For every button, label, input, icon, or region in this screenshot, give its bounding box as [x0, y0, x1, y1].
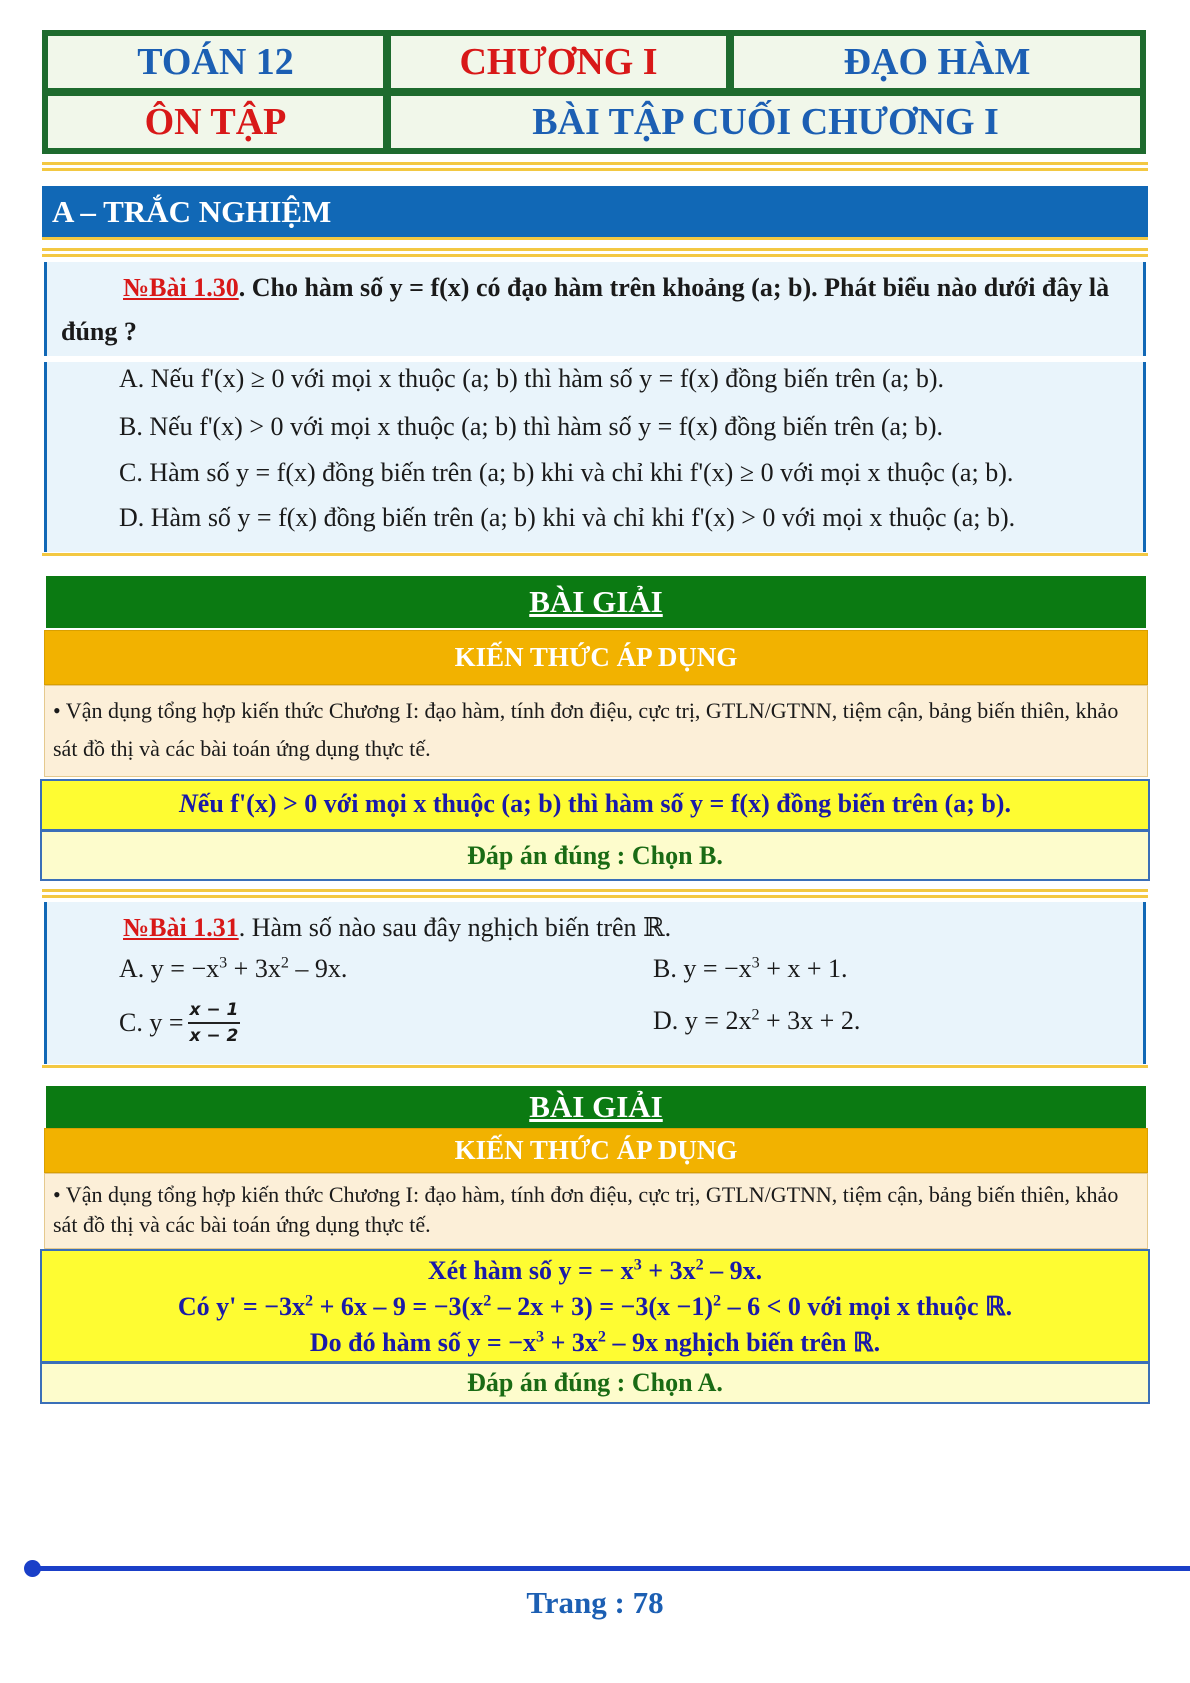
question-prompt: Cho hàm số y = f(x) có đạo hàm trên khoảng (a; b). Phát biểu nào dưới đây là đúng ? — [61, 273, 1110, 346]
option-a: A. $y = -x^3 + 3x^2 - 9x$. — [119, 954, 348, 983]
question-title: №Bài 1.31. Hàm số nào sau đây nghịch biến trên ℝ. — [123, 913, 672, 942]
solution-text: Nếu f'(x) > 0 với mọi x thuộc (a; b) thì hàm số y = f(x) đồng biến trên (a; b). — [40, 779, 1150, 831]
gold-divider — [42, 1065, 1148, 1071]
question-number: №Bài 1.31 — [123, 913, 239, 942]
section-title: A – TRẮC NGHIỆM — [42, 186, 1148, 240]
lesson-cell: BÀI TẬP CUỐI CHƯƠNG I — [389, 94, 1142, 150]
gold-divider — [42, 553, 1148, 559]
option-b: B. Nếu f'(x) > 0 với mọi x thuộc (a; b) thì hàm số y = f(x) đồng biến trên (a; b). — [119, 412, 943, 441]
question-box — [44, 262, 1146, 356]
solution-line: Xét hàm số y = − $x^3 + 3x^2 - 9x$. — [427, 1256, 763, 1285]
solution-title: BÀI GIẢI — [46, 1086, 1146, 1128]
fraction: $\frac{x - 1}{x - 2}$ — [189, 1000, 239, 1046]
knowledge-title: KIẾN THỨC ÁP DỤNG — [44, 630, 1148, 685]
gold-divider — [42, 162, 1148, 171]
option-a: A. Nếu f'(x) ≥ 0 với mọi x thuộc (a; b) thì hàm số y = f(x) đồng biến trên (a; b). — [119, 364, 945, 393]
chapter-cell: CHƯƠNG I — [389, 34, 728, 90]
subject-cell: TOÁN 12 — [46, 34, 385, 90]
topic-cell: ĐẠO HÀM — [732, 34, 1142, 90]
knowledge-title: KIẾN THỨC ÁP DỤNG — [44, 1128, 1148, 1173]
question-prompt: Hàm số nào sau đây nghịch biến trên ℝ. — [251, 913, 672, 942]
solution-text — [40, 1249, 1150, 1363]
option-c: C. y = $\frac{x - 1}{x - 2}$ — [119, 1000, 239, 1046]
option-b: B. $y = -x^3 + x + 1$. — [653, 954, 848, 983]
page-number: Trang : 78 — [526, 1585, 664, 1620]
footer-line — [30, 1566, 1190, 1571]
gold-divider — [42, 889, 1148, 898]
answer-box: Đáp án đúng : Chọn B. — [40, 830, 1150, 881]
knowledge-text: • Vận dụng tổng hợp kiến thức Chương I: đạo hàm, tính đơn điệu, cực trị, GTLN/GTNN, tiệm cận, bảng biến thiên, khảo sát đồ thị và các bài toán ứng dụng thực tế. — [44, 685, 1148, 777]
solution-title: BÀI GIẢI — [46, 576, 1146, 628]
option-c: C. Hàm số y = f(x) đồng biến trên (a; b) khi và chỉ khi f'(x) ≥ 0 với mọi x thuộc (a; b). — [119, 458, 1014, 487]
question-title: №Bài 1.30. Cho hàm số y = f(x) có đạo hàm trên khoảng (a; b). Phát biểu nào dưới đây là đúng ? — [61, 273, 1110, 346]
header-table — [42, 30, 1146, 154]
gold-divider — [42, 248, 1148, 257]
question-box — [44, 902, 1146, 1064]
option-d: D. Hàm số y = f(x) đồng biến trên (a; b) khi và chỉ khi f'(x) > 0 với mọi x thuộc (a; b). — [119, 503, 1016, 532]
solution-line: Có $y' = -3x^2 + 6x - 9 = -3(x^2 - 2x + 3) = -3(x -1)^2 - 6 < 0$ với mọi x thuộc ℝ. — [177, 1292, 1013, 1321]
knowledge-text: • Vận dụng tổng hợp kiến thức Chương I: đạo hàm, tính đơn điệu, cực trị, GTLN/GTNN, tiệm cận, bảng biến thiên, khảo sát đồ thị và các bài toán ứng dụng thực tế. — [44, 1173, 1148, 1249]
question-number: №Bài 1.30 — [123, 273, 239, 302]
answer-box: Đáp án đúng : Chọn A. — [40, 1362, 1150, 1404]
options-box — [44, 362, 1146, 552]
review-cell: ÔN TẬP — [46, 94, 385, 150]
footer-dot — [24, 1560, 41, 1577]
option-d: D. $y = 2x^2 + 3x + 2$. — [653, 1006, 861, 1035]
solution-line: Do đó hàm số $y = -x^3 + 3x^2 - 9x$ nghịch biến trên ℝ. — [309, 1328, 881, 1357]
